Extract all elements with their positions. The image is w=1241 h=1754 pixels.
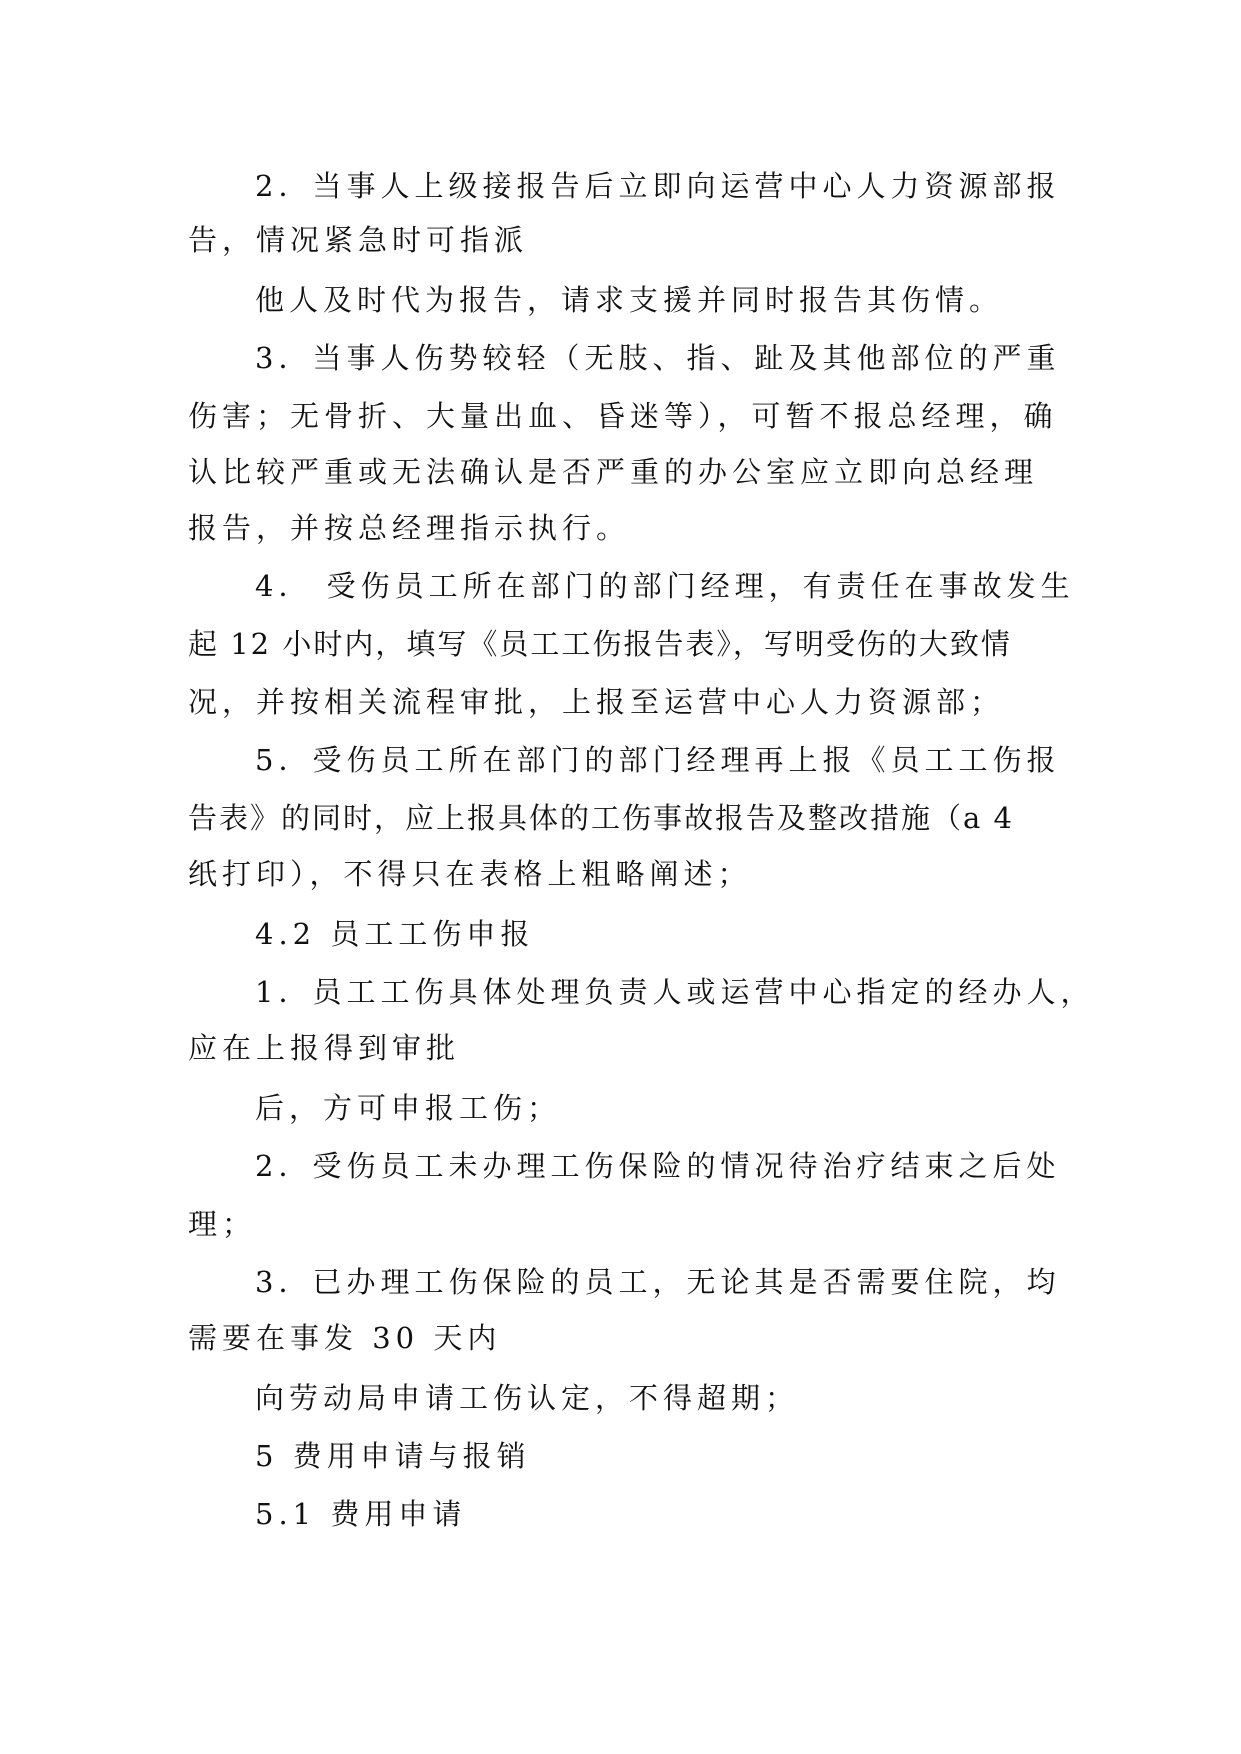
paragraph-line: 需要在事发 30 天内 [188, 1321, 502, 1355]
paragraph-line: 2．受伤员工未办理工伤保险的情况待治疗结束之后处 [255, 1149, 1061, 1183]
paragraph-line: 向劳动局申请工伤认定，不得超期； [255, 1381, 800, 1415]
paragraph-line: 告，情况紧急时可指派 [188, 223, 529, 257]
paragraph-line: 2．当事人上级接报告后立即向运营中心人力资源部报 [255, 169, 1061, 203]
paragraph-line: 认比较严重或无法确认是否严重的办公室应立即向总经理 [188, 455, 1039, 489]
paragraph-line: 告表》的同时，应上报具体的工伤事故报告及整改措施（a 4 [188, 801, 1014, 835]
section-heading: 4.2 员工工伤申报 [255, 917, 535, 951]
paragraph-line: 5．受伤员工所在部门的部门经理再上报《员工工伤报 [255, 743, 1061, 777]
paragraph-line: 纸打印），不得只在表格上粗略阐述； [188, 857, 752, 891]
paragraph-line: 应在上报得到审批 [188, 1031, 461, 1065]
paragraph-line: 3．已办理工伤保险的员工，无论其是否需要住院，均 [255, 1265, 1061, 1299]
paragraph-line: 报告，并按总经理指示执行。 [188, 511, 631, 545]
subsection-heading: 5.1 费用申请 [255, 1497, 467, 1531]
paragraph-line: 起 12 小时内，填写《员工工伤报告表》，写明受伤的大致情 [188, 627, 1012, 661]
paragraph-line: 理； [188, 1207, 257, 1241]
paragraph-line: 后，方可申报工伤； [255, 1091, 562, 1125]
paragraph-line: 况，并按相关流程审批，上报至运营中心人力资源部； [188, 685, 1005, 719]
paragraph-line: 4． 受伤员工所在部门的部门经理，有责任在事故发生 [255, 569, 1075, 603]
paragraph-line: 1．员工工伤具体处理负责人或运营中心指定的经办人， [255, 975, 1095, 1009]
paragraph-line: 伤害；无骨折、大量出血、昏迷等），可暂不报总经理，确 [188, 399, 1058, 433]
paragraph-line: 他人及时代为报告，请求支援并同时报告其伤情。 [255, 283, 1004, 317]
paragraph-line: 3．当事人伤势较轻（无肢、指、趾及其他部位的严重 [255, 341, 1061, 375]
section-heading: 5 费用申请与报销 [255, 1439, 531, 1473]
